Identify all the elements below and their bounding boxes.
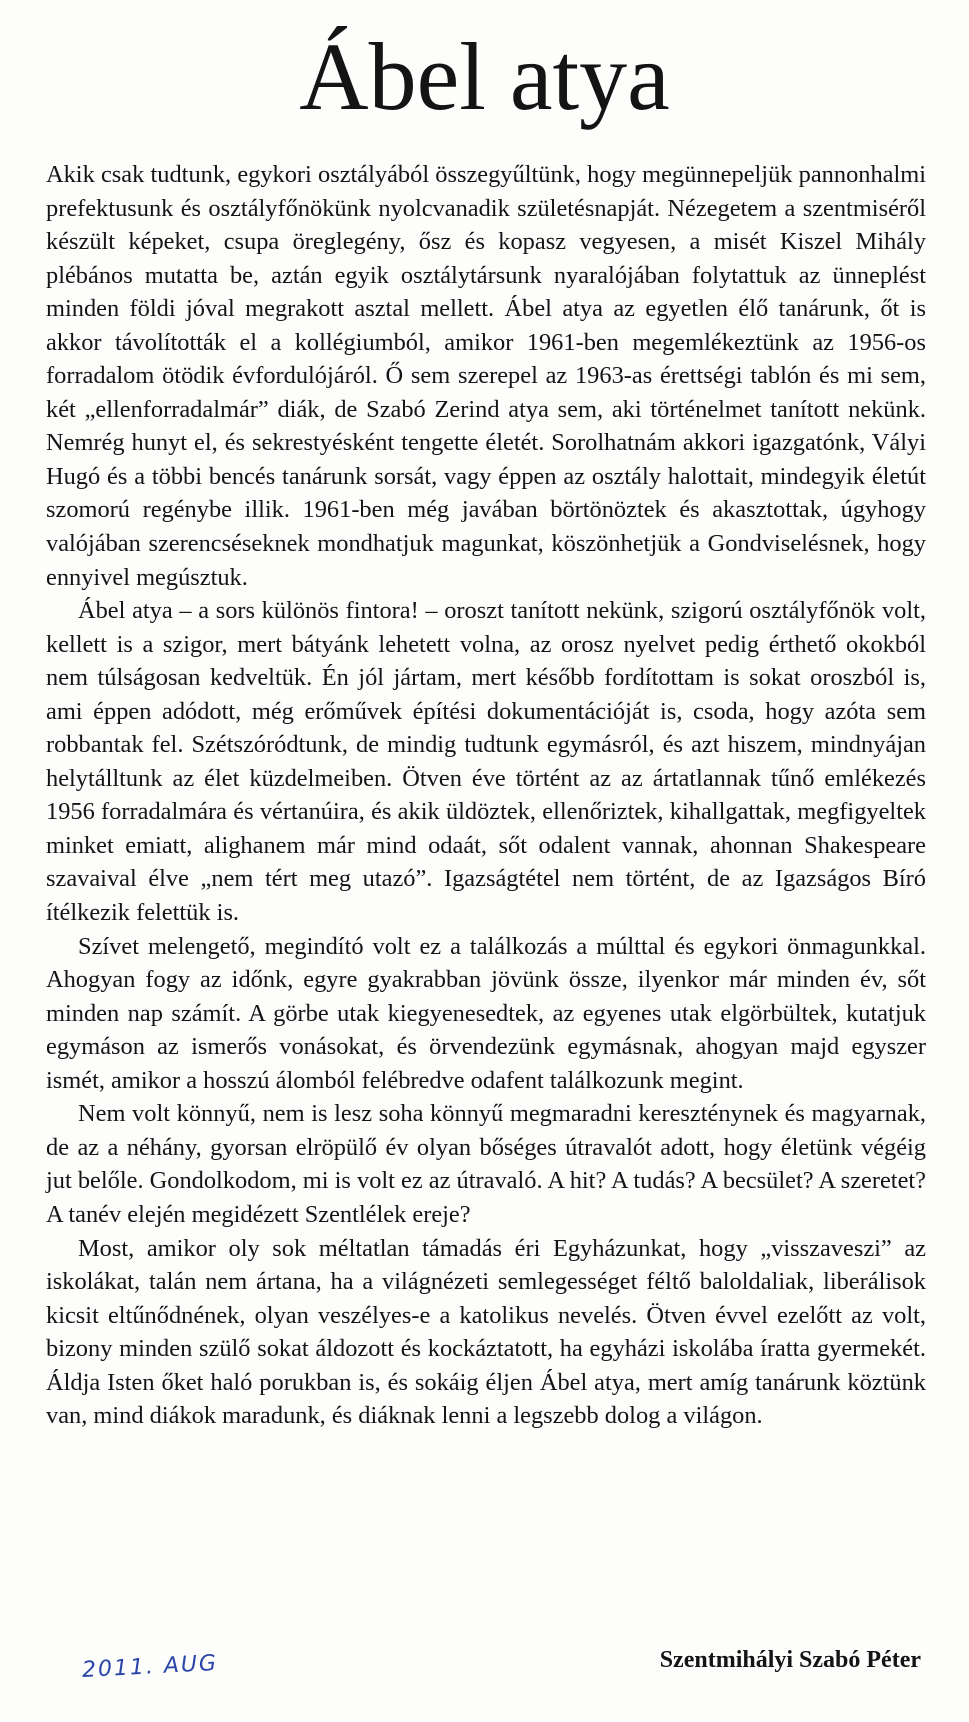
article-author: Szentmihályi Szabó Péter xyxy=(659,1647,921,1673)
article-body xyxy=(46,158,926,1433)
article-paragraph: Most, amikor oly sok méltatlan támadás éri Egyházunkat, hogy „visszaveszi” az iskolákat, talán nem ártana, ha a világnézeti semlegességet féltő baloldaliak, liberálisok kicsit eltűnődnének, olyan veszélyes-e a katolikus nevelés. Ötven évvel ezelőtt az volt, bizony minden szülő sokat áldozott és kockáztatott, ha egyházi iskolába íratta gyermekét. Áldja Isten őket haló porukban is, és sokáig éljen Ábel atya, mert amíg tanárunk köztünk van, mind diákok maradunk, és diáknak lenni a legszebb dolog a világon. xyxy=(46,1234,926,1430)
article-paragraph: Ábel atya – a sors különös fintora! – oroszt tanított nekünk, szigorú osztályfőnök volt, kellett is a szigor, mert bátyánk lehetett volna, az orosz nyelvet pedig érthető okokból nem túlságosan kedveltük. Én jól jártam, mert később fordítottam is sokat oroszból is, ami éppen adódott, még erőművek építési dokumentációját is, csoda, hogy azóta sem robbantak fel. Szétszóródtunk, de mindig tudtunk egymásról, és azt hiszem, mindnyájan helytálltunk az élet küzdelmeiben. Ötven éve történt az az ártatlannak tűnő emlékezés 1956 forradalmára és vértanúira, és akik üldöztek, ellenőriztek, kihallgattak, megfigyeltek minket emiatt, alighanem már mind odaát, sőt odalent vannak, ahonnan Shakespeare szavaival élve „nem tért meg utazó”. Igazságtétel nem történt, de az Igazságos Bíró ítélkezik felettük is. xyxy=(46,597,926,927)
article-title: Ábel atya xyxy=(299,23,670,130)
article-paragraph: Akik csak tudtunk, egykori osztályából összegyűltünk, hogy megünnepeljük pannonhalmi prefektusunk és osztályfőnökünk nyolcvanadik születésnapját. Nézegetem a szentmiséről készült képeket, csupa öreglegény, ősz és kopasz vegyesen, a misét Kiszel Mihály plébános mutatta be, aztán egyik osztálytársunk nyaralójában folytattuk az ünneplést minden földi jóval megrakott asztal mellett. Ábel atya az egyetlen élő tanárunk, őt is akkor távolították el a kollégiumból, amikor 1961-ben megemlékeztünk az 1956-os forradalom ötödik évfordulójáról. Ő sem szerepel az 1963-as érettségi tablón és mi sem, két „ellenforradalmár” diák, de Szabó Zerind atya sem, aki történelmet tanított nekünk. Nemrég hunyt el, és sekrestyésként tengette életét. Sorolhatnám akkori igazgatónk, Vályi Hugó és a többi bencés tanárunk sorsát, vagy éppen az osztály halottait, mindegyik életút szomorú regénybe illik. 1961-ben még javában börtönöztek és akasztottak, úgyhogy valójában szerencséseknek mondhatjuk magunkat, köszönhetjük a Gondviselésnek, hogy ennyivel megúsztuk. xyxy=(46,161,926,591)
article-paragraph: Nem volt könnyű, nem is lesz soha könnyű megmaradni kereszténynek és magyarnak, de az a néhány, gyorsan elröpülő év olyan bőséges útravalót adott, hogy életünk végéig jut belőle. Gondolkodom, mi is volt ez az útravaló. A hit? A tudás? A becsület? A szeretet? A tanév elején megidézett Szentlélek ereje? xyxy=(46,1100,926,1228)
handwritten-date-note: 2011. AUG xyxy=(81,1650,219,1683)
article-paragraph: Szívet melengető, megindító volt ez a találkozás a múlttal és egykori önmagunkkal. Ahogyan fogy az időnk, egyre gyakrabban jövünk össze, ilyenkor már minden év, sőt minden nap számít. A görbe utak kiegyenesedtek, az egyenes utak elgörbültek, kutatjuk egymáson az ismerős vonásokat, és örvendezünk egymásnak, ahogyan majd egyszer ismét, amikor a hosszú álomból felébredve odafent találkozunk megint. xyxy=(46,932,926,1094)
